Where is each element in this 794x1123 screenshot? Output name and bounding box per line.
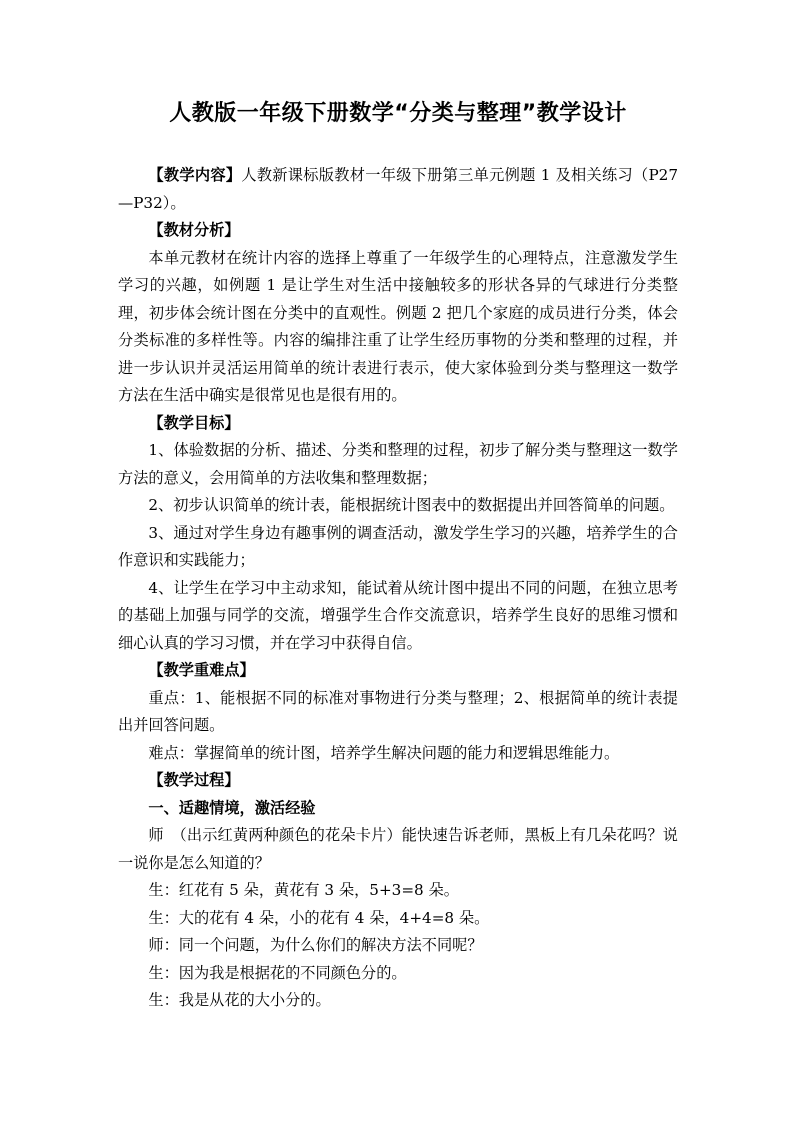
difficult-point-text: 难点：掌握简单的统计图，培养学生解决问题的能力和逻辑思维能力。 [148, 743, 620, 762]
content-text: 人教新课标版教材一年级下册第三单元例题 1 及相关练习（P27—P32）。 [118, 166, 678, 212]
goal-item-1: 1、体验数据的分析、描述、分类和整理的过程，初步了解分类与整理这一数学方法的意义，会用简单的方法收集和整理数据； [118, 441, 678, 487]
dialogue-line-5: 生：因为我是根据花的不同颜色分的。 [148, 963, 407, 982]
content-heading: 【教学内容】 [148, 166, 242, 184]
goal-item-3: 3、通过对学生身边有趣事例的调查活动，激发学生学习的兴趣，培养学生的合作意识和实践能力； [118, 523, 678, 569]
dialogue-line-4: 师：同一个问题，为什么你们的解决方法不同呢？ [148, 936, 483, 954]
dialogue-line-1: 师 （出示红黄两种颜色的花朵卡片）能快速告诉老师，黑板上有几朵花吗？说一说你是怎么知道的？ [118, 826, 678, 872]
goals-heading: 【教学目标】 [148, 413, 240, 432]
goal-item-4: 4、让学生在学习中主动求知，能试着从统计图中提出不同的问题，在独立思考的基础上加强与同学的交流，增强学生合作交流意识，培养学生良好的思维习惯和细心认真的学习习惯，并在学习中获得自信。 [118, 578, 678, 652]
content-paragraph [118, 162, 678, 217]
process-section1-heading: 一、适趣情境，激活经验 [148, 798, 316, 817]
analysis-text: 本单元教材在统计内容的选择上尊重了一年级学生的心理特点，注意激发学生学习的兴趣，如例题 1 是让学生对生活中接触较多的形状各异的气球进行分类整理，初步体会统计图在分类中的直观性。例题 2 把几个家庭的成员进行分类，体会分类标准的多样性等。内容的编排注重了让学生经历事物的分类和整理的过程，并进一步认识并灵活运用简单的统计表进行表示，使大家体验到分类与整理这一数学方法在生活中确实是很常见也是很有用的。 [118, 248, 678, 404]
key-points-heading: 【教学重难点】 [148, 661, 255, 679]
process-heading: 【教学过程】 [148, 771, 240, 789]
dialogue-line-2: 生：红花有 5 朵，黄花有 3 朵，5+3=8 朵。 [148, 881, 459, 899]
dialogue-line-6: 生：我是从花的大小分的。 [148, 991, 331, 1009]
key-point-text: 重点：1、能根据不同的标准对事物进行分类与整理；2、根据简单的统计表提出并回答问题。 [118, 688, 678, 734]
document-title: 人教版一年级下册数学“分类与整理”教学设计 [169, 101, 627, 126]
goal-item-2: 2、初步认识简单的统计表，能根据统计图表中的数据提出并回答简单的问题。 [148, 496, 675, 514]
analysis-heading: 【教材分析】 [148, 221, 240, 239]
dialogue-line-3: 生：大的花有 4 朵，小的花有 4 朵，4+4=8 朵。 [148, 908, 490, 927]
